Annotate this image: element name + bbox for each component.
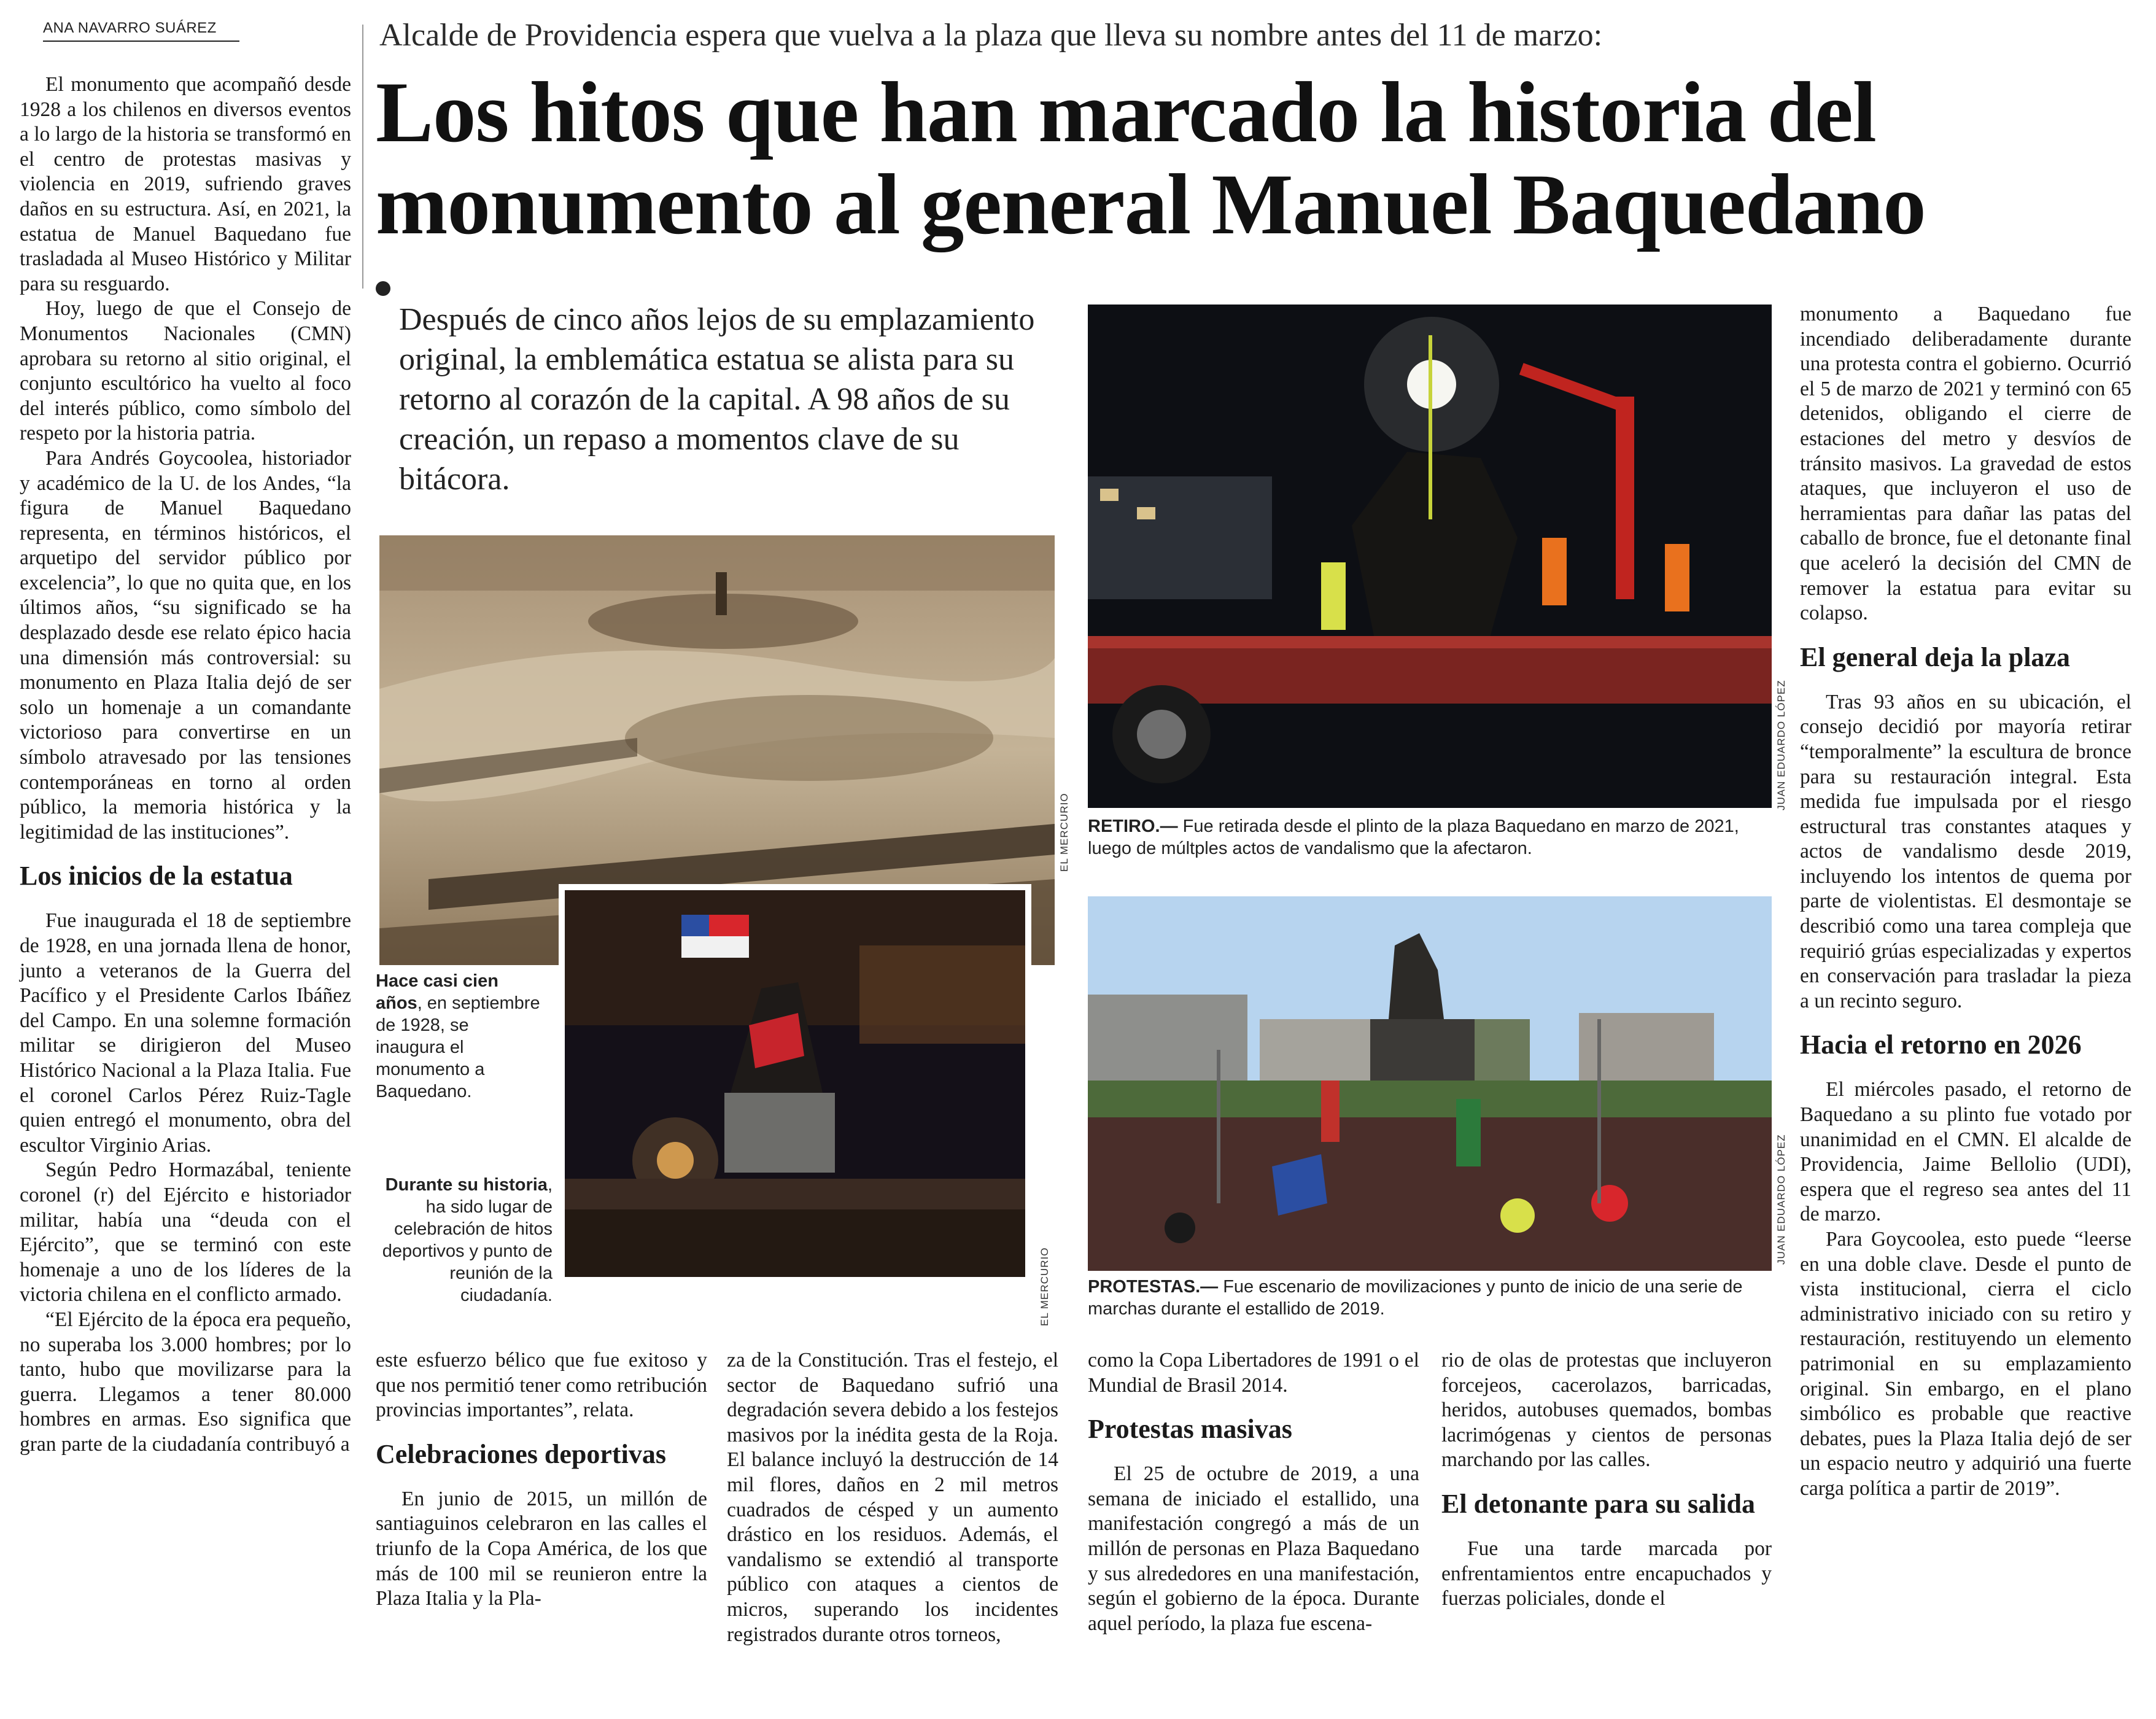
photo-credit: JUAN EDUARDO LÓPEZ: [1775, 680, 1787, 810]
paragraph: Para Andrés Goycoolea, historiador y académico de la U. de los Andes, “la figura de Manuel Baquedano representa, en términos históricos, el arquetipo del servidor público por excelencia”, lo que no quita que, en los últimos años, “su significado se ha desplazado desde ese relato épico hacia una dimensión más controversial: su monumento en Plaza Italia dejó de ser solo un homenaje a un comandante victorioso para convertirse en un símbolo atravesado por las tensiones contemporáneas en torno al orden público, la memoria histórica y la legitimidad de las instituciones”.: [20, 446, 351, 844]
bullet-dot: [376, 281, 390, 296]
column-divider: [362, 25, 363, 289]
caption-2015: [381, 1174, 553, 1306]
paragraph: monumento a Baquedano fue incendiado deliberadamente durante una protesta contra el gobierno. Ocurrió el 5 de marzo de 2021 y terminó con 65 detenidos, obligando el cierre de estaciones del metro y desvíos de tránsito masivos. La gravedad de estos ataques, que incluyeron el uso de herramientas para dañar las patas del caballo de bronce, fue el detonante final que aceleró la decisión del CMN de remover la estatua para evitar su colapso.: [1800, 303, 2131, 625]
protest-crowd-illustration: [1088, 896, 1772, 1271]
subhead: El general deja la plaza: [1800, 642, 2070, 672]
article-column-5: [1441, 1348, 1772, 1612]
caption-retiro: [1088, 815, 1772, 859]
paragraph: Fue inaugurada el 18 de septiembre de 1928, en una jornada llena de honor, junto a veteranos de la Guerra del Pacífico y el Presidente Carlos Ibáñez del Campo. En una solemne formación militar se dirigieron del Museo Histórico Nacional a la Plaza Italia. Fue el coronel Carlos Pérez Ruiz-Tagle quien entregó el monumento, obra del escultor Virginio Arias.: [20, 909, 351, 1157]
subhead: El detonante para su salida: [1441, 1488, 1755, 1519]
subhead: Los inicios de la estatua: [20, 861, 293, 891]
paragraph: Tras 93 años en su ubicación, el consejo decidió por mayoría retirar “temporalmente” la escultura de bronce para su restauración integral. Esta medida fue impulsada por el riesgo estructural tras constantes ataques y actos de vandalismo desde 2019, incluyendo los intentos de quema por parte de violentistas. El desmontaje se describió como una tarea compleja que requirió grúas especializadas y expertos en conservación para trasladar la pieza a un recinto seguro.: [1800, 690, 2131, 1012]
photo-retiro: [1088, 305, 1772, 808]
photo-credit: JUAN EDUARDO LÓPEZ: [1775, 1134, 1787, 1265]
byline: ANA NAVARRO SUÁREZ: [43, 20, 239, 42]
paragraph: za de la Constitución. Tras el festejo, el sector de Baquedano sufrió una degradación severa debido a los festejos masivos por la inédita gesta de la Roja. El balance incluyó la destrucción de 14 mil flores, daños en 2 mil metros cuadrados de césped y un aumento drástico en los residuos. Además, el vandalismo se extendió al transporte público con ataques a cientos de micros, superando los incidentes registrados durante otros torneos,: [727, 1349, 1058, 1646]
paragraph: “El Ejército de la época era pequeño, no superaba los 3.000 hombres; por lo tanto, hubo que movilizarse para la guerra. Llegamos a tener 80.000 hombres en armas. Eso significa que gran parte de la ciudadanía contribuyó a: [20, 1308, 351, 1456]
paragraph: En junio de 2015, un millón de santiaguinos celebraron en las calles el triunfo de la Copa América, de los que más de 100 mil se reunieron entre la Plaza Italia y la Pla-: [376, 1487, 707, 1610]
paragraph: rio de olas de protestas que incluyeron forcejeos, cacerolazos, barricadas, heridos, autobuses quemados, bombas lacrimógenas y cientos de personas marchando por las calles.: [1441, 1349, 1772, 1472]
paragraph: El miércoles pasado, el retorno de Baquedano a su plinto fue votado por unanimidad en el CMN. El alcalde de Providencia, Jaime Bellolio (UDI), espera que el regreso sea antes del 11 de marzo.: [1800, 1078, 2131, 1226]
article-column-2: [376, 1348, 707, 1612]
caption-text: Fue retirada desde el plinto de la plaza Baquedano en marzo de 2021, luego de múltples actos de vandalismo que la afectaron.: [1088, 817, 1739, 858]
caption-protestas: [1088, 1276, 1772, 1320]
subhead: Hacia el retorno en 2026: [1800, 1030, 2082, 1060]
paragraph: Hoy, luego de que el Consejo de Monumentos Nacionales (CMN) aprobara su retorno al sitio original, el conjunto escultórico ha vuelto al foco del interés público, como símbolo del respeto por la historia patria.: [20, 297, 351, 445]
article-column-1: [20, 72, 351, 1457]
article-column-4: [1088, 1348, 1419, 1636]
subhead: Celebraciones deportivas: [376, 1438, 666, 1469]
paragraph: Según Pedro Hormazábal, teniente coronel (r) del Ejército e historiador militar, había una “deuda con el Ejército”, que se terminó con este homenaje a uno de los líderes de la victoria chilena en el conflicto armado.: [20, 1158, 351, 1306]
paragraph: El 25 de octubre de 2019, a una semana de iniciado el estallido, una manifestación congregó a más de un millón de personas en Plaza Baquedano y sus alrededores en una manifestación, según el gobierno de la época. Durante aquel período, la plaza fue escena-: [1088, 1462, 1419, 1635]
caption-bold: Durante su historia: [385, 1175, 548, 1195]
paragraph: este esfuerzo bélico que fue exitoso y que nos permitió tener como retribución provincias importantes”, relata.: [376, 1349, 707, 1422]
caption-bold: Hace casi cien años: [376, 971, 498, 1013]
paragraph: como la Copa Libertadores de 1991 o el Mundial de Brasil 2014.: [1088, 1349, 1419, 1397]
caption-text: , ha sido lugar de celebración de hitos deportivos y punto de reunión de la ciudadanía.: [382, 1175, 553, 1305]
caption-text: , en septiembre de 1928, se inaugura el monumento a Baquedano.: [376, 993, 540, 1101]
subhead: Protestas masivas: [1088, 1414, 1292, 1445]
photo-protestas: [1088, 896, 1772, 1271]
photo-2015-celebration: [559, 884, 1031, 1283]
caption-text: Fue escenario de movilizaciones y punto de inicio de una serie de marchas durante el estallido de 2019.: [1088, 1277, 1743, 1319]
photo-credit: EL MERCURIO: [1039, 1247, 1050, 1326]
night-removal-illustration: [1088, 305, 1772, 808]
article-column-3: [727, 1348, 1058, 1647]
paragraph: Fue una tarde marcada por enfrentamientos entre encapuchados y fuerzas policiales, donde el: [1441, 1537, 1772, 1610]
night-celebration-illustration: [565, 890, 1025, 1277]
deck: Después de cinco años lejos de su emplazamiento original, la emblemática estatua se alista para su retorno al corazón de la capital. A 98 años de su creación, un repaso a momentos clave de su bitácora.: [399, 302, 1035, 497]
headline: Los hitos que han marcado la historia del monumento al general Manuel Baquedano: [376, 64, 1926, 252]
photo-credit: EL MERCURIO: [1058, 793, 1070, 872]
caption-bold: PROTESTAS.—: [1088, 1277, 1219, 1297]
caption-bold: RETIRO.—: [1088, 817, 1178, 836]
paragraph: El monumento que acompañó desde 1928 a los chilenos en diversos eventos a lo largo de la historia se transformó en el centro de protestas masivas y violencia en 2019, sufriendo graves daños en su estructura. Así, en 2021, la estatua de Manuel Baquedano fue trasladada al Museo Histórico y Militar para su resguardo.: [20, 73, 351, 295]
caption-1928: [376, 970, 541, 1103]
article-column-6: [1800, 302, 2131, 1502]
paragraph: Para Goycoolea, esto puede “leerse en una doble clave. Desde el punto de vista institucional, cierra el ciclo administrativo iniciado con su retiro y restauración, restituyendo un elemento patrimonial en su emplazamiento original. Sin embargo, en el plano simbólico es probable que reactive debates, pues la Plaza Italia dejó de ser un espacio neutro y adquirió una fuerte carga política a partir de 2019”.: [1800, 1228, 2131, 1500]
kicker: Alcalde de Providencia espera que vuelva a la plaza que lleva su nombre antes del 11 de marzo:: [379, 18, 1603, 53]
